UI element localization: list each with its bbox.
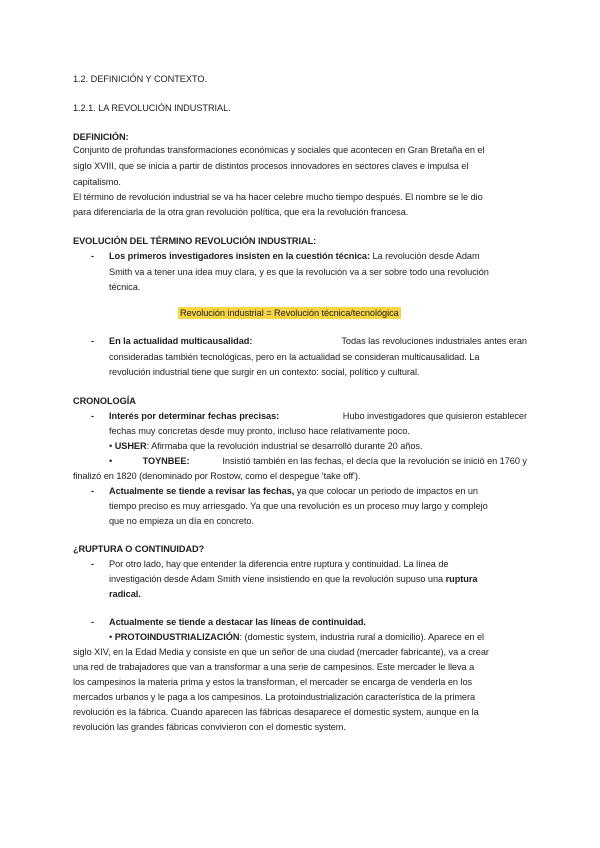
dash-bullet: -	[91, 251, 95, 261]
text: Insistió también en las fechas, el decía que la revolución se inició en 1760 y	[219, 456, 527, 466]
proto-line: siglo XIV, en la Edad Media y consiste en que un señor de una ciudad (mercader fabricante), va a crear	[73, 647, 489, 657]
definicion-title: DEFINICIÓN:	[73, 132, 129, 142]
cronologia-bullet-1	[109, 410, 527, 422]
bold-text: En la actualidad multicausalidad:	[109, 336, 253, 346]
text: investigación desde Adam Smith viene insistiendo en que la revolución supuso una	[109, 574, 446, 584]
bold-text: Los primeros investigadores insisten en la cuestión técnica:	[109, 251, 370, 261]
definicion-line	[73, 160, 528, 172]
justified-line	[73, 160, 528, 172]
justified-line	[73, 144, 528, 156]
toynbee-line	[109, 455, 527, 467]
ruptura-line	[109, 573, 477, 585]
section-heading: 1.2. DEFINICIÓN Y CONTEXTO.	[73, 74, 207, 84]
dash-bullet: -	[91, 336, 95, 346]
dash-bullet: -	[91, 617, 95, 627]
evolucion-bullet-2	[109, 335, 527, 347]
bullet-icon: •	[109, 441, 113, 451]
proto-line: una red de trabajadores que van a transformar a una serie de campesinos. Este mercader le lleva a	[73, 662, 475, 672]
definicion-line: El término de revolución industrial se va ha hacer celebre mucho tiempo después. El nombre se le dio	[73, 192, 483, 202]
highlight-text: Revolución industrial = Revolución técnica/tecnológica	[180, 308, 399, 318]
usher-line	[109, 440, 422, 452]
proto-line: los campesinos la materia prima y estos la transforman, el mercader se encarga de venderla en los	[73, 677, 473, 687]
evolucion-line: revolución industrial tiene que surgir en un contexto: social, político y cultural.	[109, 367, 420, 377]
definicion-line	[73, 144, 528, 156]
bold-text: TOYNBEE:	[142, 456, 190, 466]
text: Todas las revoluciones industriales antes eran	[339, 336, 527, 346]
bullet-icon: •	[109, 456, 113, 466]
definicion-line: para diferenciarla de la otra gran revolución política, que era la revolución francesa.	[73, 207, 409, 217]
text: ya que colocar un periodo de impactos en un	[294, 486, 478, 496]
ruptura-bullet-2: Actualmente se tiende a destacar las líneas de continuidad.	[109, 617, 366, 627]
proto-line	[109, 631, 484, 643]
text: Por otro lado, hay que entender la diferencia entre ruptura y continuidad. La línea de	[109, 559, 449, 569]
evolucion-line: consideradas también tecnológicas, pero en la actualidad se consideran multicausalidad. La	[109, 352, 480, 362]
cronologia-line: fechas muy concretas desde muy pronto, incluso hace relativamente poco.	[109, 426, 410, 436]
justified-line	[109, 455, 527, 467]
evolucion-line: Smith va a tener una idea muy clara, y es que la revolución va a ser sobre todo una revolución	[109, 267, 489, 277]
justified-line	[109, 410, 527, 422]
justified-line	[109, 335, 527, 347]
highlighted-equation	[178, 307, 401, 319]
bold-text: Interés por determinar fechas precisas:	[109, 411, 280, 421]
proto-line: revolución las grandes fábricas convivieron con el domestic system.	[73, 722, 346, 732]
bold-text: ruptura	[445, 574, 478, 584]
justified-line	[109, 558, 527, 570]
subsection-heading: 1.2.1. LA REVOLUCIÓN INDUSTRIAL.	[73, 103, 231, 113]
ruptura-title: ¿RUPTURA O CONTINUIDAD?	[73, 544, 205, 554]
text: : Afirmaba que la revolución industrial se desarrolló durante 20 años.	[146, 441, 423, 451]
cronologia-line: finalizó en 1820 (denominado por Rostow, como el despegue 'take off').	[73, 471, 361, 481]
evolucion-bullet-1	[109, 250, 480, 262]
cronologia-line: tiempo preciso es muy arriesgado. Ya que una revolución es un proceso muy largo y complejo	[109, 501, 488, 511]
ruptura-bullet-1	[109, 558, 527, 570]
cronologia-title: CRONOLOGÍA	[73, 396, 136, 406]
bold-text: USHER	[114, 441, 147, 451]
evolucion-line: técnica.	[109, 282, 141, 292]
text: siglo XVIII, que se inicia a partir de distintos procesos innovadores en sectores claves e impulsa el	[73, 161, 469, 171]
ruptura-line: radical.	[109, 589, 141, 599]
proto-line: revolución es la fábrica. Cuando aparecen las fábricas desaparece el domestic system, aunque en la	[73, 707, 479, 717]
dash-bullet: -	[91, 486, 95, 496]
text: Conjunto de profundas transformaciones económicas y sociales que acontecen en Gran Bretaña en el	[73, 145, 485, 155]
text: : (domestic system, industria rural a domicilio). Aparece en el	[239, 632, 484, 642]
bold-text: Actualmente se tiende a revisar las fechas,	[109, 486, 295, 496]
dash-bullet: -	[91, 559, 95, 569]
bullet-icon: •	[109, 632, 113, 642]
text: Hubo investigadores que quisieron establecer	[340, 411, 527, 421]
cronologia-bullet-2	[109, 485, 478, 497]
text: La revolución desde Adam	[369, 251, 480, 261]
definicion-line: capitalismo.	[73, 177, 121, 187]
dash-bullet: -	[91, 411, 95, 421]
proto-line: mercados urbanos y le paga a los campesinos. La protoindustrialización característica de la primera	[73, 692, 476, 702]
bold-text: PROTOINDUSTRIALIZACIÓN	[114, 632, 240, 642]
cronologia-line: que no empieza un día en concreto.	[109, 516, 254, 526]
evolucion-title: EVOLUCIÓN DEL TÉRMINO REVOLUCIÓN INDUSTRIAL:	[73, 236, 317, 246]
